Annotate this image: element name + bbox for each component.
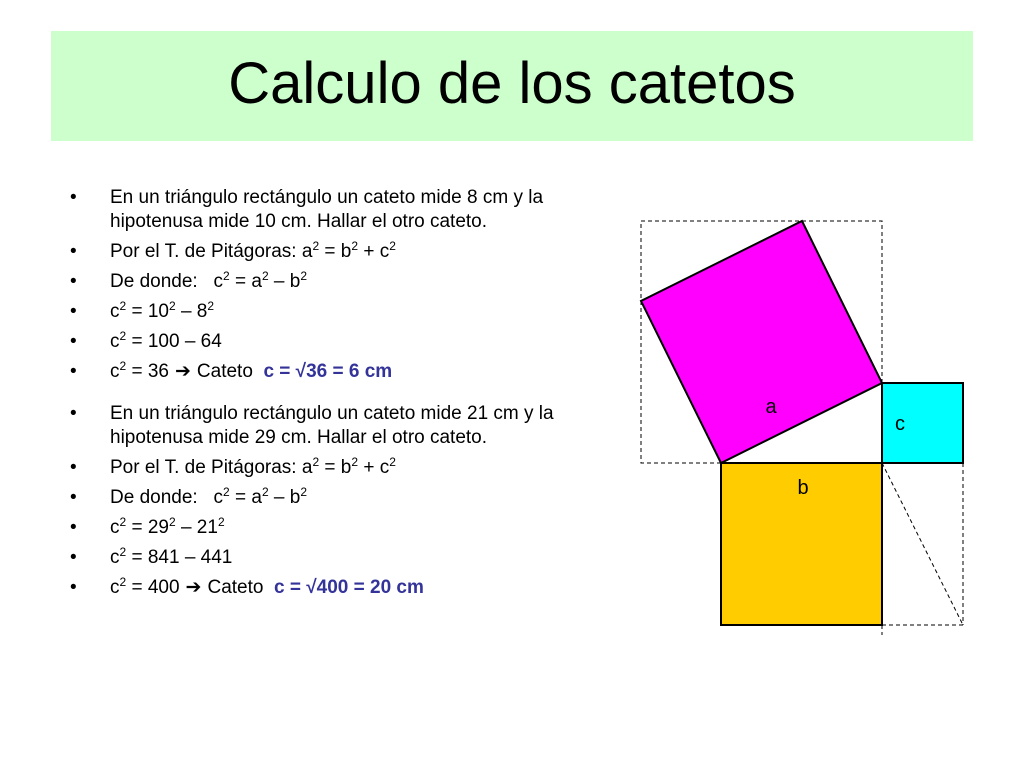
answer-text: c = √400 = 20 cm <box>274 577 424 598</box>
bullet-dot: • <box>70 577 77 598</box>
bullet-dot: • <box>70 331 77 352</box>
label-c: c <box>895 413 905 435</box>
bullet-dot: • <box>70 361 77 382</box>
label-b: b <box>797 477 809 499</box>
pythagoras-formula: Por el T. de Pitágoras: $a^2 = b^2 + c^2$ <box>110 455 396 478</box>
bullet-dot: • <box>70 241 77 262</box>
dashed-line <box>882 463 963 625</box>
calc-step: $c^2 = 29^2 - 21^2$ <box>110 515 225 538</box>
bullet-dot: • <box>70 487 77 508</box>
bullet-dot: • <box>70 457 77 478</box>
derived-formula: De donde: $c^2 = a^2 - b^2$ <box>110 485 308 508</box>
bullet-dot: • <box>70 271 77 292</box>
problem-statement: En un triángulo rectángulo un cateto mide 21 cm y la hipotenusa mide 29 cm. Hallar el otro cateto. <box>110 403 554 448</box>
calc-step: $c^2 = 100 - 64$ <box>110 329 222 352</box>
square-a <box>641 221 882 463</box>
right-arrow-icon: ➔ <box>174 361 191 382</box>
calc-step: $c^2 = 10^2 - 8^2$ <box>110 299 215 322</box>
derived-formula: De donde: $c^2 = a^2 - b^2$ <box>110 269 308 292</box>
calc-result: $c^2 = 400$ ➔ Cateto c = √400 = 20 cm <box>110 575 424 598</box>
label-a: a <box>765 396 777 418</box>
calc-result: $c^2 = 36$ ➔ Cateto c = √36 = 6 cm <box>110 359 393 382</box>
bullet-dot: • <box>70 301 77 322</box>
bullet-dot: • <box>70 547 77 568</box>
problem-statement: En un triángulo rectángulo un cateto mide 8 cm y la hipotenusa mide 10 cm. Hallar el otro cateto. <box>110 187 544 232</box>
bullet-dot: • <box>70 187 77 208</box>
answer-text: c = √36 = 6 cm <box>263 361 393 382</box>
page-title: Calculo de los catetos <box>228 51 796 116</box>
bullet-dot: • <box>70 403 77 424</box>
bullet-dot: • <box>70 517 77 538</box>
pythagoras-formula: Por el T. de Pitágoras: $a^2 = b^2 + c^2$ <box>110 239 396 262</box>
right-arrow-icon: ➔ <box>185 577 202 598</box>
calc-step: $c^2 = 841 - 441$ <box>110 545 233 568</box>
